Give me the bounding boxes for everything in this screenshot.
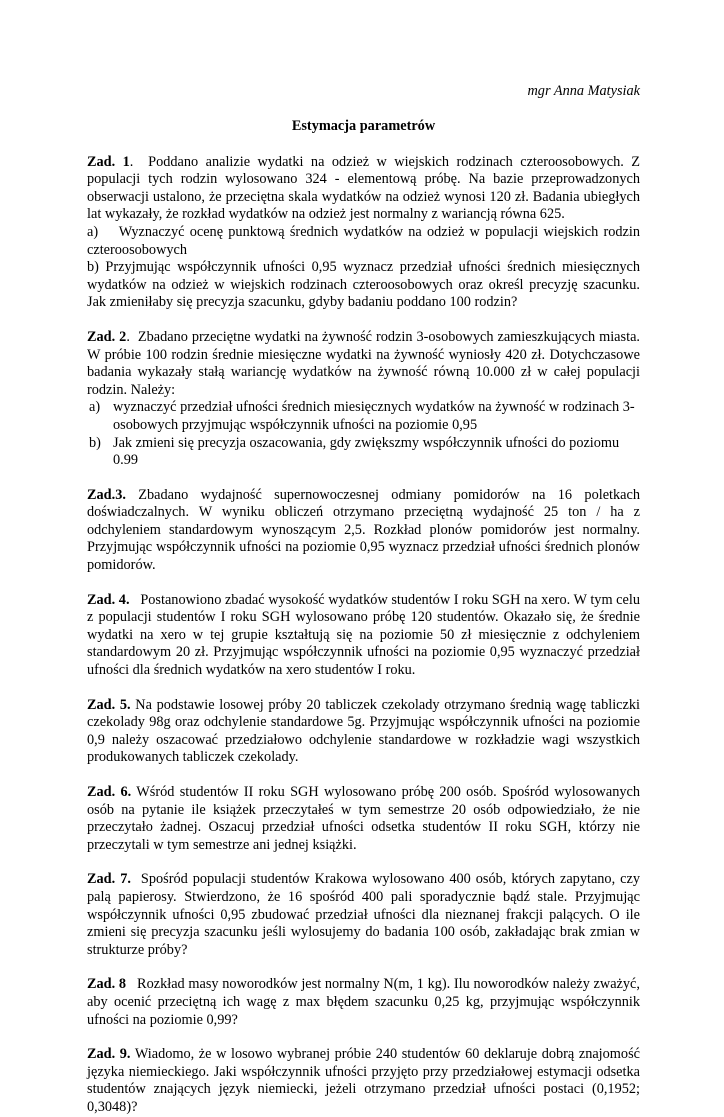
document-page — [87, 83, 644, 1117]
task-5-label: Zad. 5. — [87, 696, 131, 713]
task-9-text: Wiadomo, że w losowo wybranej próbie 240 studentów 60 deklaruje dobrą znajomość języka niemieckiego. Jaki współczynnik ufności przyjęto przy przedziałowej estymacji odsetka studentów znających język niemiecki, jeżeli otrzymano przedział ufności postaci (0,1952; 0,3048)? — [87, 1046, 640, 1115]
task-1 — [87, 153, 644, 312]
task-3-label: Zad.3. — [87, 486, 126, 503]
document-title: Estymacja parametrów — [291, 118, 436, 134]
task-3-text: Zbadano wydajność supernowoczesnej odmiany pomidorów na 16 poletkach doświadczalnych. W wyniku obliczeń otrzymano przeciętną wydajność 25 ton / ha z odchyleniem standardowym wynoszącym 2,5. Rozkład plonów pomidorów jest normalny. Przyjmując współczynnik ufności na poziomie 0,95 wyznacz przedział ufności średnich plonów pomidorów. — [87, 486, 641, 574]
task-7-intro — [87, 871, 640, 959]
task-4 — [87, 592, 640, 680]
task-3-intro — [87, 487, 640, 575]
task-4-label: Zad. 4. — [87, 591, 130, 608]
list-item — [87, 435, 640, 470]
task-5 — [87, 697, 640, 767]
task-9 — [87, 1046, 640, 1116]
task-5-text: Na podstawie losowej próby 20 tabliczek czekolady otrzymano średnią wagę tabliczki czekolady 98g oraz odchylenie standardowe 5g. Przyjmując współczynnik ufności na poziomie 0,9 należy oszacować przedziałowo odchylenie standardowe w rozkładzie wagi wszystkich produkowanych tabliczek czekolady. — [87, 696, 640, 766]
task-8 — [87, 976, 640, 1029]
list-item — [87, 399, 640, 434]
task-6 — [87, 784, 640, 854]
task-1-label: Zad. 1 — [87, 153, 130, 170]
list-item-text: Jak zmieni się precyzja oszacowania, gdy zwiększmy współczynnik ufności do poziomu 0.99 — [113, 434, 620, 469]
author-line: mgr Anna Matysiak — [527, 83, 640, 99]
task-2-text: Zbadano przeciętne wydatki na żywność rodzin 3-osobowych zamieszkujących miasta. W próbie 100 rodzin średnie miesięczne wydatki na żywność wyniosły 420 zł. Dotychczasowe badania wykazały stałą wariancję wydatków na żywność równą 10.000 zł w całej populacji rodzin. Należy: — [87, 328, 640, 398]
task-3 — [87, 487, 640, 575]
task-1-intro: Zad. 1. Poddano analizie wydatki na odzież w wiejskich rodzinach czteroosobowych. Z populacji tych rodzin wylosowano 324 - elementową próbę. Na bazie przeprowadzonych obserwacji ustalono, że przeciętna skala wydatków na odzież wynosi 120 zł. Badania ubiegłych lat wykazały, że rozkład wydatków na odzież jest normalny z wariancją równa 625. — [87, 153, 640, 223]
list-item-text: wyznaczyć przedział ufności średnich miesięcznych wydatków na żywność w rodzinach 3-osobowych przyjmując współczynnik ufności na poziomie 0,95 — [113, 399, 635, 433]
task-2-intro: Zad. 2. Zbadano przeciętne wydatki na żywność rodzin 3-osobowych zamieszkujących miasta. W próbie 100 rodzin średnie miesięczne wydatki na żywność wyniosły 420 zł. Dotychczasowe badania wykazały stałą wariancję wydatków na żywność równą 10.000 zł w całej populacji rodzin. Należy: — [87, 328, 640, 398]
task-8-intro — [87, 976, 640, 1029]
task-2-list — [87, 399, 640, 469]
task-2 — [87, 329, 640, 470]
task-8-text: Rozkład masy noworodków jest normalny N(m, 1 kg). Ilu noworodków należy zważyć, aby ocenić przeciętną ich wagę z max błędem szacunku 0,25 kg, przyjmując współczynnik ufności na poziomie 0,99? — [87, 976, 640, 1028]
task-7 — [87, 871, 640, 959]
task-1-part-a: a) Wyznaczyć ocenę punktową średnich wydatków na odzież w populacji wiejskich rodzin czteroosobowych — [87, 223, 644, 258]
task-9-intro — [87, 1046, 640, 1116]
task-9-label: Zad. 9. — [87, 1046, 131, 1063]
task-8-label: Zad. 8 — [87, 976, 127, 993]
task-6-intro — [87, 784, 640, 854]
task-6-label: Zad. 6. — [87, 784, 132, 800]
task-1-part-b: b) Przyjmując współczynnik ufności 0,95 wyznacz przedział ufności średnich miesięcznych wydatków na odzież w wiejskich rodzinach czteroosobowych oraz określ precyzję szacunku. Jak zmieniłaby się precyzja szacunku, gdyby badaniu poddano 100 rodzin? — [87, 259, 640, 311]
list-marker: b) — [89, 434, 101, 451]
list-marker: a) — [89, 399, 101, 416]
task-4-text: Postanowiono zbadać wysokość wydatków studentów I roku SGH na xero. W tym celu z populacji studentów I roku SGH wylosowano próbę 120 studentów. Okazało się, że średnie wydatki na xero w tej grupie kształtują się na poziomie 50 zł miesięcznie z odchyleniem standardowym 20 zł. Przyjmując współczynnik ufności na poziomie 0,95 wyznaczyć przedział ufności dla średnich wydatków na xero studentów I roku. — [87, 591, 640, 679]
task-1-text: Poddano analizie wydatki na odzież w wiejskich rodzinach czteroosobowych. Z populacji tych rodzin wylosowano 324 - elementową próbę. Na bazie przeprowadzonych obserwacji ustalono, że przeciętna skala wydatków na odzież wynosi 120 zł. Badania ubiegłych lat wykazały, że rozkład wydatków na odzież jest normalny z wariancją równa 625. — [87, 153, 640, 223]
task-5-intro — [87, 697, 640, 767]
task-7-text: Spośród populacji studentów Krakowa wylosowano 400 osób, których zapytano, czy palą papierosy. Stwierdzono, że 16 spośród 400 pali sporadycznie bądź stale. Przyjmując współczynnik ufności 0,95 zbudować przedział ufności dla nieznanej frakcji palących. O ile zmieni się precyzja szacunku jeśli wylosujemy do badania 100 osób, zakładając brak zmian w strukturze próby? — [87, 871, 640, 958]
task-4-intro — [87, 592, 640, 680]
task-7-label: Zad. 7. — [87, 871, 131, 888]
task-6-text: Wśród studentów II roku SGH wylosowano próbę 200 osób. Spośród wylosowanych osób na pytanie ile książek przeczytałeś w tym semestrze 20 osób odpowiedziało, że nie przeczytało żadnej. Oszacuj przedział ufności odsetka studentów II roku SGH, którzy nie przeczytali w tym semestrze ani jednej książki. — [87, 784, 640, 853]
task-2-label: Zad. 2 — [87, 328, 127, 345]
